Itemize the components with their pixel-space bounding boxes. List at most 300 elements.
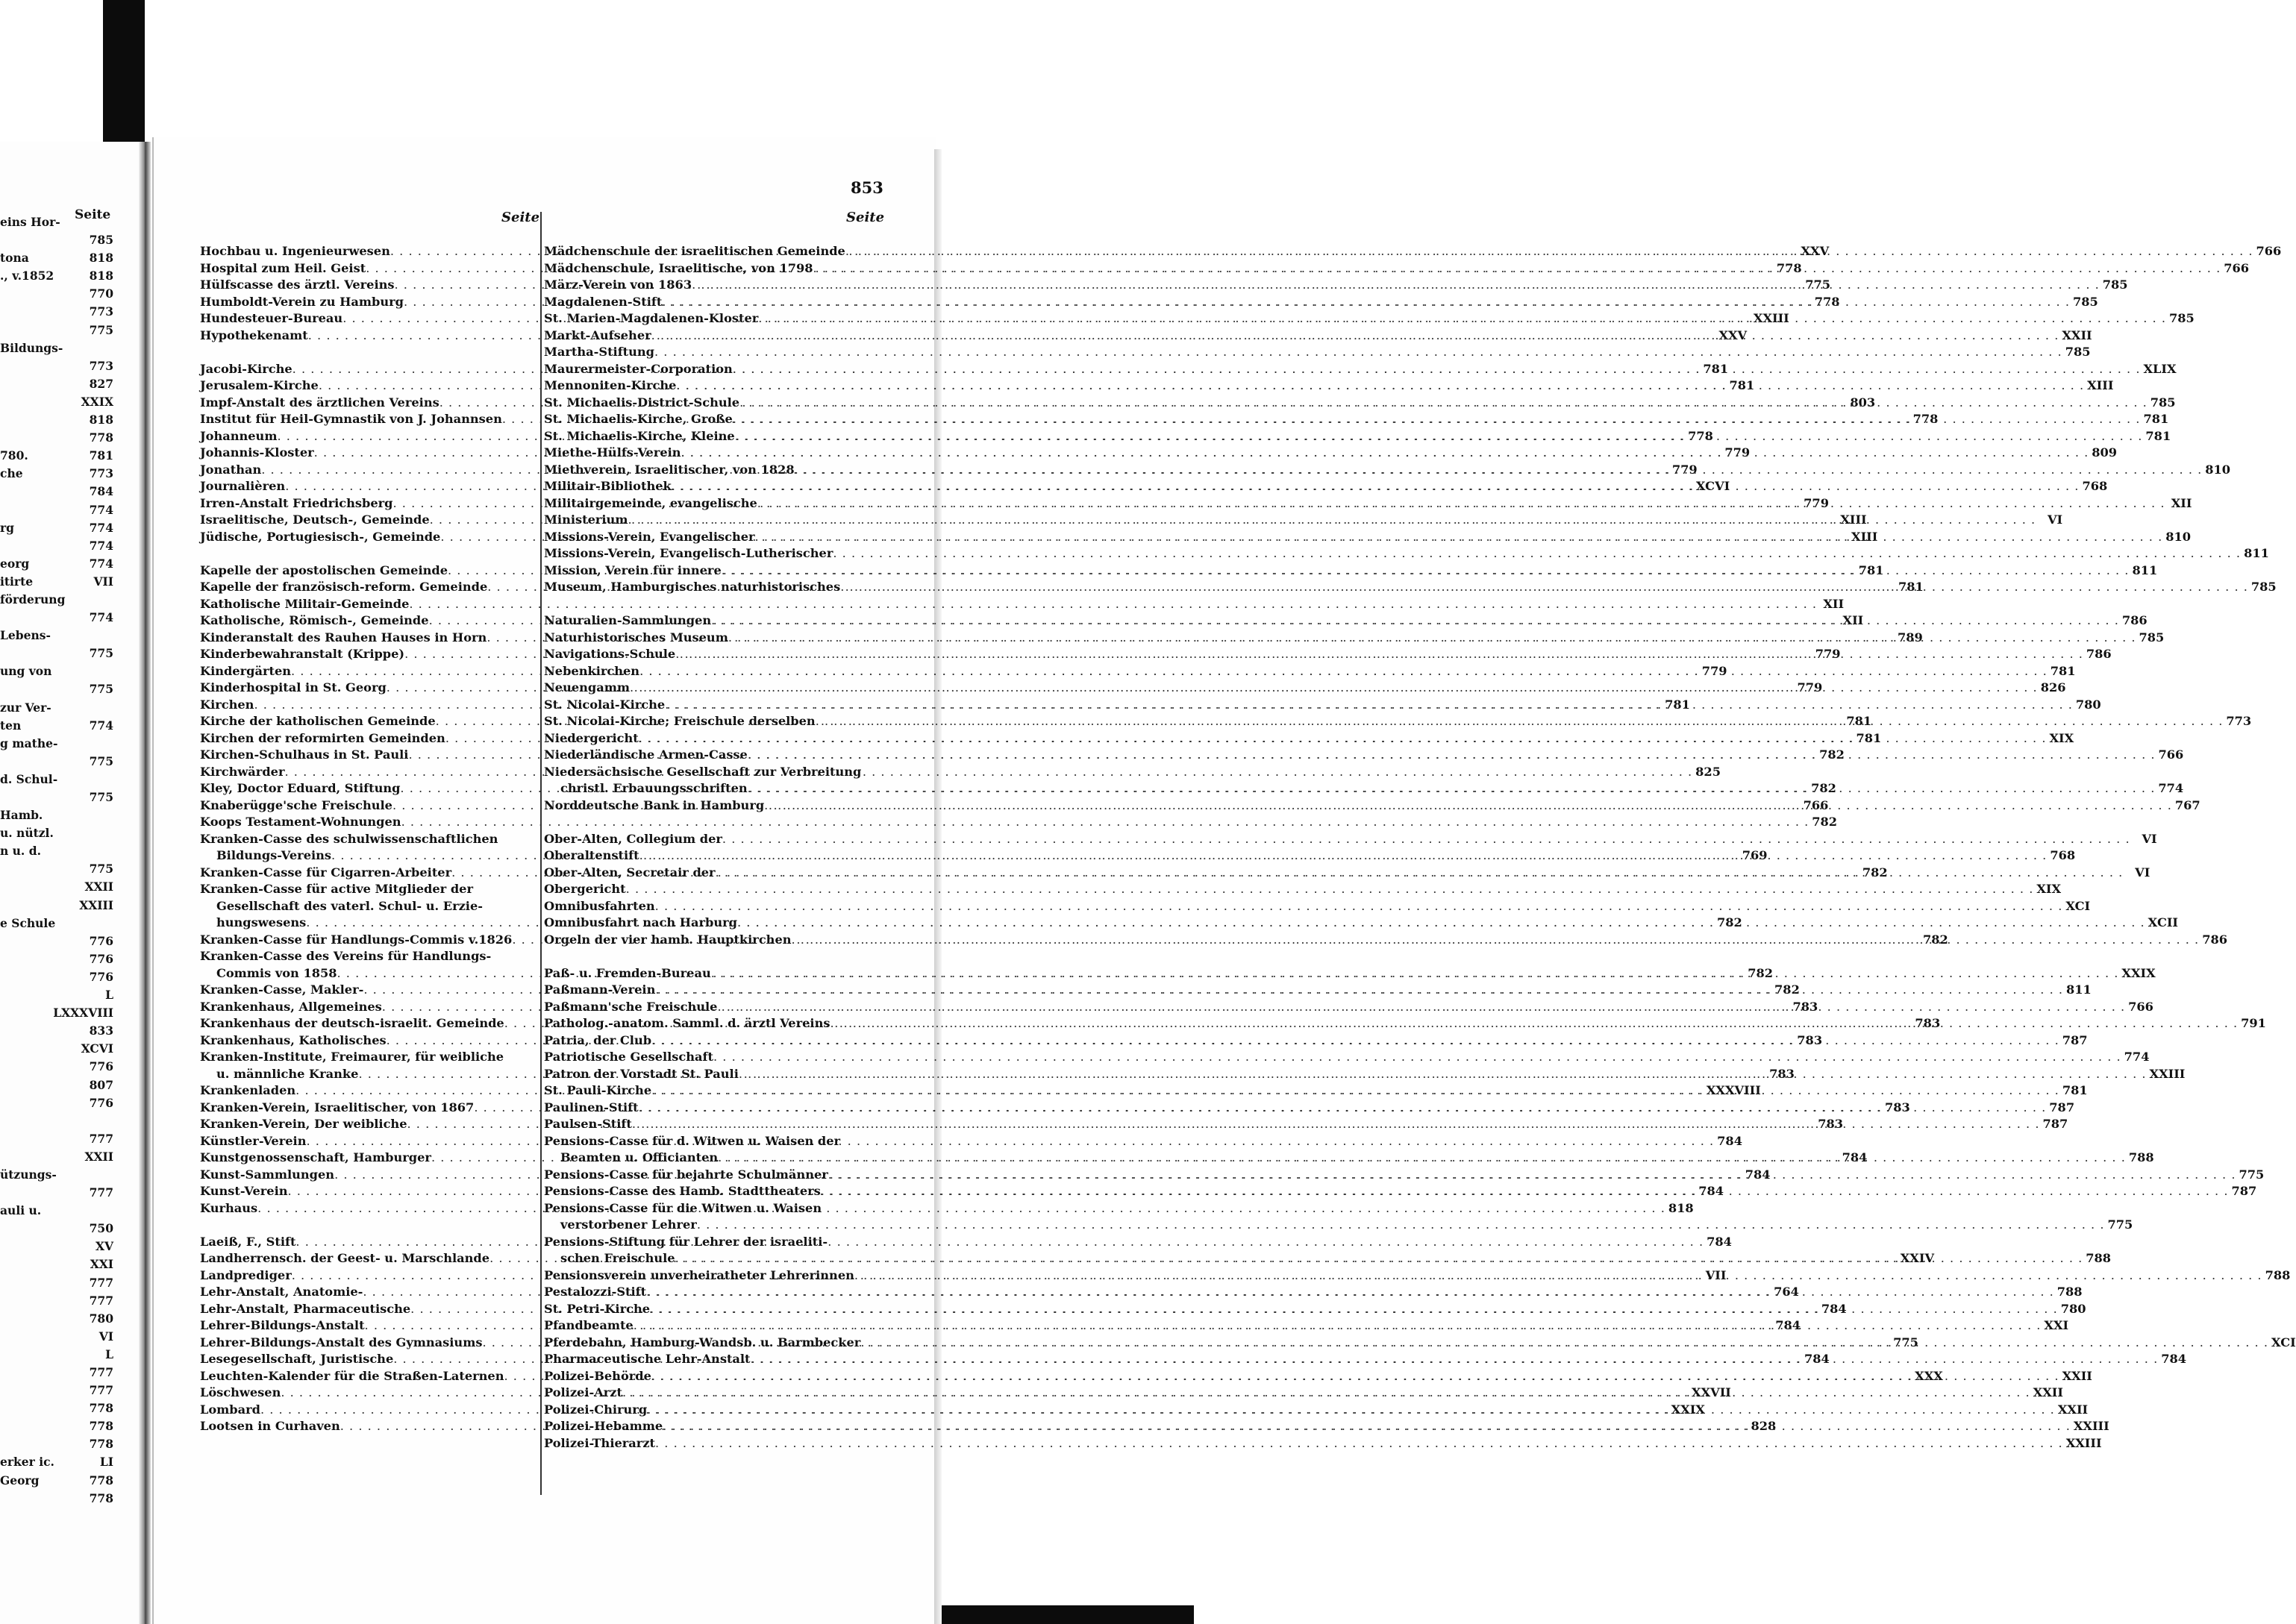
scanner-strip-bottom	[939, 1605, 1194, 1624]
entry-page-number: XCI	[2065, 898, 2091, 913]
entry-title: St. Michaelis-Kirche, Große	[544, 412, 733, 426]
entry-title: Oberaltenstift	[544, 848, 639, 862]
previous-page-entry-text: che	[0, 466, 23, 481]
previous-page-entry	[0, 1473, 113, 1491]
previous-page-entry-text: zur Ver-	[0, 700, 51, 715]
previous-page-entry	[0, 1329, 113, 1347]
entry-page-number: 783	[1885, 1100, 1910, 1114]
entry-page-number: VII	[1705, 1267, 1727, 1282]
previous-page-entry-number: 778	[89, 1437, 113, 1452]
leader-dots	[665, 697, 2073, 714]
previous-page-entry-text: ützungs-	[0, 1167, 57, 1182]
leader-dots	[675, 646, 2083, 663]
leader-dots	[630, 680, 2038, 697]
entry-page-number: 784	[1821, 1301, 1847, 1316]
index-entry	[200, 1049, 536, 1066]
entry-title: Niederländische Armen-Casse	[544, 747, 748, 762]
leader-dots	[639, 847, 2048, 865]
entry-title: Commis von 1858	[216, 965, 337, 980]
entry-page-number: 781	[1729, 378, 1755, 392]
leader-dots	[711, 965, 2119, 982]
entry-title: Laeiß, F., Stift	[200, 1234, 296, 1249]
entry-page-number: 825	[1695, 764, 1721, 779]
entry-title: Kinderbewahranstalt (Krippe)	[200, 647, 405, 661]
entry-title: Polizei-Thierarzt	[544, 1435, 655, 1450]
previous-page-entry-text: itirte	[0, 574, 34, 589]
previous-page-entry-number: 776	[89, 1059, 113, 1074]
entry-title: Landherrensch. der Geest- u. Marschlande	[200, 1251, 490, 1265]
entry-title: Polizei-Chirurg	[544, 1402, 648, 1417]
previous-page-entry	[0, 682, 113, 700]
previous-page-entry-number: 774	[89, 520, 113, 535]
entry-page-number: 782	[1774, 982, 1800, 997]
index-entry	[544, 1200, 889, 1217]
entry-page-number: 785	[2139, 630, 2165, 645]
leader-dots	[654, 344, 2062, 361]
previous-page-entry	[0, 1294, 113, 1311]
previous-page-entry	[0, 628, 113, 646]
entry-title: Landprediger	[200, 1267, 292, 1282]
index-entry	[544, 1351, 2187, 1368]
leader-dots	[728, 630, 2136, 647]
entry-title: St. Michaelis-Kirche, Kleine	[544, 428, 735, 443]
section-gap	[544, 596, 889, 613]
entry-page-number: 789	[1898, 630, 1923, 645]
index-entry	[544, 831, 2157, 848]
entry-page-number: 775	[1805, 278, 1830, 292]
entry-title: Künstler-Verein	[200, 1133, 307, 1148]
entry-title: Kranken-Casse des Vereins für Handlungs-	[200, 949, 492, 963]
entry-page-number: 766	[1803, 797, 1829, 812]
entry-page-number: XXII	[2033, 1385, 2063, 1399]
leader-dots	[632, 1116, 2040, 1133]
leader-dots	[676, 377, 2084, 395]
entry-title: Lehrer-Bildungs-Anstalt des Gymnasiums	[200, 1335, 483, 1349]
previous-page-entry-number: 776	[89, 951, 113, 966]
leader-dots	[634, 1317, 2042, 1335]
entry-page-number: 783	[1769, 1066, 1795, 1081]
leader-dots	[758, 310, 2166, 327]
entry-title: Paß- u. Fremden-Bureau	[544, 965, 711, 980]
entry-page-number: 788	[2265, 1267, 2291, 1282]
previous-page-entry	[0, 736, 113, 754]
entry-title: verstorbener Lehrer	[560, 1217, 697, 1232]
leader-dots	[739, 395, 2148, 412]
previous-page-entry-number: 833	[89, 1023, 113, 1038]
previous-page-entry-number: 773	[89, 304, 113, 319]
entry-page-number: 785	[2250, 580, 2277, 594]
section-gap	[200, 344, 536, 361]
previous-page-entry-number: 770	[89, 286, 113, 301]
previous-page-entry	[0, 484, 113, 502]
previous-page-entry	[0, 1455, 113, 1473]
previous-page-entry-text: eorg	[0, 556, 30, 571]
previous-page-entry-text: eins Hor-	[0, 215, 60, 229]
leader-dots	[713, 1049, 2121, 1066]
entry-page-number: 782	[1811, 781, 1836, 795]
entry-page-number: 810	[2165, 529, 2192, 544]
previous-page-entry-text: Lebens-	[0, 628, 51, 643]
entry-title: Markt-Aufseher	[544, 327, 651, 342]
index-entry	[544, 764, 889, 781]
leader-dots	[663, 1418, 2071, 1435]
previous-page-entry-number: 818	[89, 413, 113, 427]
index-entry	[544, 1049, 2150, 1066]
previous-page-seite-label: Seite	[75, 207, 111, 222]
previous-page-entry-number: 775	[89, 753, 113, 768]
leader-dots	[830, 1015, 2238, 1032]
leader-dots	[748, 747, 2156, 764]
entry-title: Bildungs-Vereins	[216, 848, 332, 862]
previous-page-entry-number: 775	[89, 790, 113, 804]
entry-title: Löschwesen	[200, 1385, 281, 1399]
entry-page-number: XXIX	[2121, 965, 2156, 980]
entry-page-number: 785	[2102, 278, 2128, 292]
index-entry	[544, 545, 2269, 562]
leader-dots	[651, 1032, 2059, 1050]
section-gap	[200, 1217, 536, 1234]
entry-page-number: 778	[1688, 428, 1713, 443]
entry-page-number: 783	[1818, 1117, 1843, 1131]
leader-dots	[816, 713, 2224, 730]
leader-dots	[647, 1402, 2055, 1419]
entry-title: Patholog.-anatom. Samml. d. ärztl Vereins	[544, 1016, 830, 1030]
previous-page-entry-number: 818	[89, 251, 113, 266]
entry-title: Polizei-Hebamme	[544, 1419, 663, 1433]
entry-page-number: 779	[1671, 462, 1698, 477]
section-gap	[544, 948, 889, 965]
previous-page-entry-number: LXXXVIII	[53, 1006, 113, 1021]
entry-title: Journalièren	[200, 479, 286, 493]
entry-page-number: 764	[1774, 1285, 1799, 1299]
index-entry	[544, 344, 2091, 361]
entry-page-number: XII	[1842, 613, 1864, 627]
entry-title: Missions-Verein, Evangelischer	[544, 529, 755, 544]
entry-title: Kapelle der französisch-reform. Gemeinde	[200, 580, 488, 594]
entry-title: Pensions-Casse für bejahrte Schulmänner	[544, 1167, 828, 1182]
entry-title: Mädchenschule der israelitischen Gemeinde	[544, 244, 845, 258]
entry-title: Norddeutsche Bank in Hamburg	[544, 797, 765, 812]
entry-title: Kranken-Casse für Cigarren-Arbeiter	[200, 865, 452, 880]
entry-page-number: XXXVIII	[1706, 1083, 1761, 1097]
entry-title: schen Freischule	[560, 1251, 675, 1265]
entry-page-number: 781	[2050, 663, 2076, 678]
index-entry	[200, 881, 536, 898]
previous-page-entry-text: auli u.	[0, 1203, 42, 1218]
entry-title: Jüdische, Portugiesisch-, Gemeinde	[200, 529, 441, 544]
entry-page-number: 784	[1804, 1352, 1830, 1366]
entry-page-number: XIII	[2087, 378, 2114, 392]
entry-title: Omnibusfahrten	[544, 898, 655, 913]
previous-page-entry-number: 778	[89, 1401, 113, 1416]
leader-dots	[651, 1082, 2059, 1100]
entry-title: Beamten u. Officianten	[560, 1150, 719, 1164]
leader-dots	[662, 294, 2070, 311]
entry-title: Magdalenen-Stift	[544, 294, 663, 309]
entry-page-number: 785	[2168, 311, 2195, 325]
entry-title: März-Verein von 1863	[544, 278, 692, 292]
entry-title: Militairgemeinde, evangelische	[544, 495, 757, 510]
entry-title: Navigations-Schule	[544, 647, 676, 661]
previous-page-entry-number: 784	[89, 484, 113, 499]
entry-page-number: 773	[2226, 714, 2252, 728]
leader-dots	[821, 1183, 2229, 1200]
entry-page-number: 768	[2050, 848, 2076, 862]
leader-dots	[711, 612, 2119, 630]
previous-page-entry-number: 774	[89, 718, 113, 733]
entry-page-number: 781	[1703, 361, 1729, 376]
entry-page-number: 787	[2049, 1100, 2075, 1114]
entry-title: hungswesens	[216, 915, 307, 929]
entry-title: Koops Testament-Wohnungen	[200, 815, 401, 829]
previous-page-entry	[0, 880, 113, 897]
leader-dots	[748, 780, 2156, 797]
entry-title: Humboldt-Verein zu Hamburg	[200, 294, 404, 309]
entry-title: St. Pauli-Kirche	[544, 1083, 652, 1097]
previous-page-entry-number: XXIII	[79, 897, 113, 912]
index-entry	[544, 1217, 2133, 1234]
entry-title: Krankenhaus der deutsch-israelit. Gemeinde	[200, 1016, 504, 1030]
entry-title: u. männliche Kranke	[216, 1066, 359, 1081]
entry-title: Lehr-Anstalt, Anatomie-	[200, 1285, 363, 1299]
entry-page-number: 803	[1850, 395, 1876, 410]
entry-page-number: 782	[1716, 915, 1742, 929]
leader-dots	[655, 1435, 2063, 1452]
entry-title: Kinderanstalt des Rauhen Hauses in Horn	[200, 630, 487, 645]
previous-page-entry-number: XXIX	[81, 394, 113, 409]
entry-page-number: 788	[2086, 1251, 2112, 1265]
previous-page-entry	[0, 413, 113, 430]
entry-page-number: 779	[1804, 495, 1829, 510]
entry-title: Lombard	[200, 1402, 260, 1417]
entry-page-number: 766	[2128, 999, 2153, 1014]
previous-page-entry	[0, 1167, 113, 1185]
column-a-seite-label: Seite	[501, 210, 540, 225]
leader-dots	[722, 562, 2130, 580]
previous-page-entry	[0, 448, 113, 466]
entry-page-number: 781	[2143, 412, 2169, 426]
previous-page-entry-text: rg	[0, 520, 15, 535]
entry-page-number: 811	[2066, 982, 2092, 997]
previous-page-entry-number: 776	[89, 969, 113, 984]
entry-title: Kunstgenossenschaft, Hamburger	[200, 1150, 431, 1164]
entry-page-number: 781	[2062, 1083, 2088, 1097]
entry-page-number: 780	[2075, 697, 2101, 712]
entry-title: St. Nicolai-Kirche	[544, 697, 666, 712]
entry-title: Pfandbeamte	[544, 1318, 634, 1332]
previous-page-entry-text: Georg	[0, 1473, 40, 1487]
leader-dots	[675, 1250, 2083, 1267]
entry-page-number: 784	[1775, 1318, 1801, 1332]
previous-page-entry	[0, 539, 113, 557]
book-gutter	[139, 142, 151, 1624]
leader-dots	[845, 243, 2253, 260]
previous-page-entry-number: XXI	[90, 1257, 113, 1272]
entry-title: Pensionsverein unverheiratheter Lehrerinnen	[544, 1267, 854, 1282]
previous-page-column	[0, 215, 113, 1509]
entry-page-number: 782	[1812, 815, 1838, 829]
entry-title: Miethe-Hülfs-Verein	[544, 445, 681, 460]
entry-title: St. Marien-Magdalenen-Kloster	[544, 311, 759, 325]
entry-title: Niedergericht	[544, 730, 639, 745]
entry-title: Neuengamm	[544, 680, 630, 695]
previous-page-entry-number: XV	[95, 1239, 113, 1254]
entry-title: Kranken-Casse, Makler-	[200, 982, 364, 997]
entry-title: Knaberügge'sche Freischule	[200, 797, 392, 812]
entry-page-number: 782	[1923, 932, 1948, 947]
entry-page-number: XXIV	[1900, 1251, 1935, 1265]
previous-page-entry	[0, 1419, 113, 1437]
previous-page-entry-number: VI	[98, 1329, 113, 1344]
entry-page-number: 818	[1668, 1200, 1694, 1215]
previous-page-entry	[0, 1041, 113, 1059]
entry-page-number: 779	[1815, 647, 1841, 661]
section-gap	[544, 814, 889, 831]
previous-page-entry	[0, 1023, 113, 1041]
entry-page-number: 775	[1893, 1335, 1918, 1349]
entry-page-number: 769	[1742, 848, 1768, 862]
leader-dots	[764, 797, 2172, 815]
entry-page-number: 766	[2158, 747, 2184, 762]
previous-page-entry	[0, 395, 113, 413]
previous-page-entry-number: 774	[89, 502, 113, 517]
previous-page-entry	[0, 970, 113, 988]
entry-page-number: XIX	[2049, 730, 2074, 745]
previous-page-entry-number: 774	[89, 538, 113, 553]
index-entry	[200, 948, 536, 965]
entry-page-number: 766	[2256, 244, 2282, 258]
entry-title: Maurermeister-Corporation	[544, 361, 733, 376]
entry-title: Gesellschaft des vaterl. Schul- u. Erzie-	[216, 898, 483, 913]
entry-page-number: 810	[2205, 462, 2231, 477]
entry-page-number: 782	[1819, 747, 1845, 762]
entry-page-number: XIII	[1851, 529, 1878, 544]
entry-page-number: 784	[1745, 1167, 1771, 1182]
entry-page-number: XCII	[2148, 915, 2178, 929]
entry-title: Kirchen-Schulhaus in St. Pauli	[200, 747, 409, 762]
entry-title: Kunst-Sammlungen	[200, 1167, 335, 1182]
previous-page-entry-text: e Schule	[0, 915, 56, 930]
previous-page-entry-number: L	[105, 1346, 113, 1361]
entry-title: Kurhaus	[200, 1200, 258, 1215]
leader-dots	[692, 277, 2100, 294]
entry-title: St. Michaelis-District-Schule	[544, 395, 740, 410]
entry-title: Paßmann-Verein	[544, 982, 656, 997]
entry-title: Krankenladen	[200, 1083, 296, 1097]
entry-title: Jacobi-Kirche	[200, 361, 293, 376]
entry-page-number: 809	[2092, 445, 2118, 460]
previous-page-entry	[0, 359, 113, 377]
previous-page-entry-number: 778	[89, 1473, 113, 1487]
previous-page-entry	[0, 269, 113, 286]
entry-page-number: 784	[1717, 1133, 1742, 1148]
entry-title: Lootsen in Curhaven	[200, 1419, 340, 1433]
entry-title: St. Nicolai-Kirche; Freischule derselben	[544, 714, 816, 728]
entry-page-number: 781	[1858, 562, 1884, 577]
entry-title: Kapelle der apostolischen Gemeinde	[200, 562, 448, 577]
index-entry	[544, 1435, 2102, 1452]
entry-title: Omnibusfahrt nach Harburg	[544, 915, 737, 929]
previous-page-entry	[0, 916, 113, 934]
entry-title: Kranken-Casse für active Mitglieder der	[200, 882, 473, 896]
previous-page-entry	[0, 286, 113, 304]
previous-page-entry	[0, 1347, 113, 1365]
previous-page-entry-text: 780.	[0, 448, 28, 463]
leader-dots	[306, 1133, 1714, 1150]
entry-page-number: VI	[2048, 512, 2063, 527]
previous-page-entry-number: 775	[89, 322, 113, 337]
index-entry	[200, 831, 536, 848]
entry-page-number: 775	[2239, 1167, 2265, 1182]
entry-page-number: XXV	[1801, 244, 1830, 258]
previous-page-entry	[0, 466, 113, 484]
entry-page-number: 778	[1814, 294, 1840, 309]
entry-page-number: XXII	[2057, 1402, 2089, 1417]
entry-title: Patria, der Club	[544, 1032, 652, 1047]
leader-dots	[655, 898, 2063, 915]
previous-page-entry	[0, 503, 113, 521]
previous-page-entry	[0, 700, 113, 718]
leader-dots	[737, 915, 2145, 932]
entry-title: Katholische Militair-Gemeinde	[200, 596, 410, 611]
previous-page-entry	[0, 1059, 113, 1077]
entry-title: Krankenhaus, Allgemeines	[200, 999, 382, 1014]
previous-page-entry	[0, 862, 113, 880]
entry-title: Kranken-Casse für Handlungs-Commis v.1826	[200, 932, 513, 947]
entry-title: Kranken-Verein, Israelitischer, von 1867	[200, 1100, 475, 1114]
previous-page-entry-number: 750	[89, 1221, 113, 1236]
entry-page-number: 774	[2124, 1050, 2150, 1064]
entry-page-number: 784	[2161, 1352, 2187, 1366]
previous-page-entry	[0, 1006, 113, 1023]
previous-page-entry-number: 777	[89, 1275, 113, 1290]
entry-page-number: VI	[2135, 865, 2150, 880]
previous-page-entry	[0, 215, 113, 233]
leader-dots	[681, 445, 2089, 462]
previous-page-entry	[0, 1114, 113, 1132]
entry-title: Niedersächsische Gesellschaft zur Verbreitung	[544, 764, 862, 779]
index-entry	[544, 1133, 889, 1150]
entry-page-number: 786	[2202, 932, 2227, 947]
entry-page-number: 767	[2174, 797, 2200, 812]
entry-page-number: 788	[2128, 1150, 2154, 1164]
previous-page-entry-number: 807	[89, 1077, 113, 1092]
previous-page-entry-number: 774	[89, 610, 113, 625]
leader-dots	[672, 478, 2080, 495]
previous-page-entry	[0, 1491, 113, 1509]
entry-title: Hundesteuer-Bureau	[200, 311, 343, 325]
leader-dots	[735, 428, 2143, 445]
previous-page-entry-text: ten	[0, 718, 22, 733]
previous-page-entry-text: Hamb.	[0, 808, 43, 823]
entry-title: Pensions-Stiftung für Lehrer der israeliti-	[544, 1234, 828, 1249]
entry-page-number: 781	[2145, 428, 2171, 443]
column-b-seite-label: Seite	[846, 210, 885, 225]
entry-title: Kindergärten	[200, 663, 292, 678]
leader-dots	[751, 1351, 2159, 1368]
entry-page-number: 766	[2224, 260, 2250, 275]
previous-page-entry	[0, 1221, 113, 1239]
previous-page-entry	[0, 1257, 113, 1275]
entry-page-number: 779	[1724, 445, 1751, 460]
entry-title: Polizei-Arzt	[544, 1385, 622, 1399]
entry-title: Kranken-Institute, Freimaurer, für weibliche	[200, 1050, 504, 1064]
entry-title: Kunst-Verein	[200, 1184, 288, 1198]
entry-page-number: XXIII	[2073, 1419, 2109, 1433]
leader-dots	[733, 361, 2141, 378]
previous-page-entry-number: 785	[89, 233, 113, 248]
entry-page-number: 787	[2231, 1184, 2257, 1198]
